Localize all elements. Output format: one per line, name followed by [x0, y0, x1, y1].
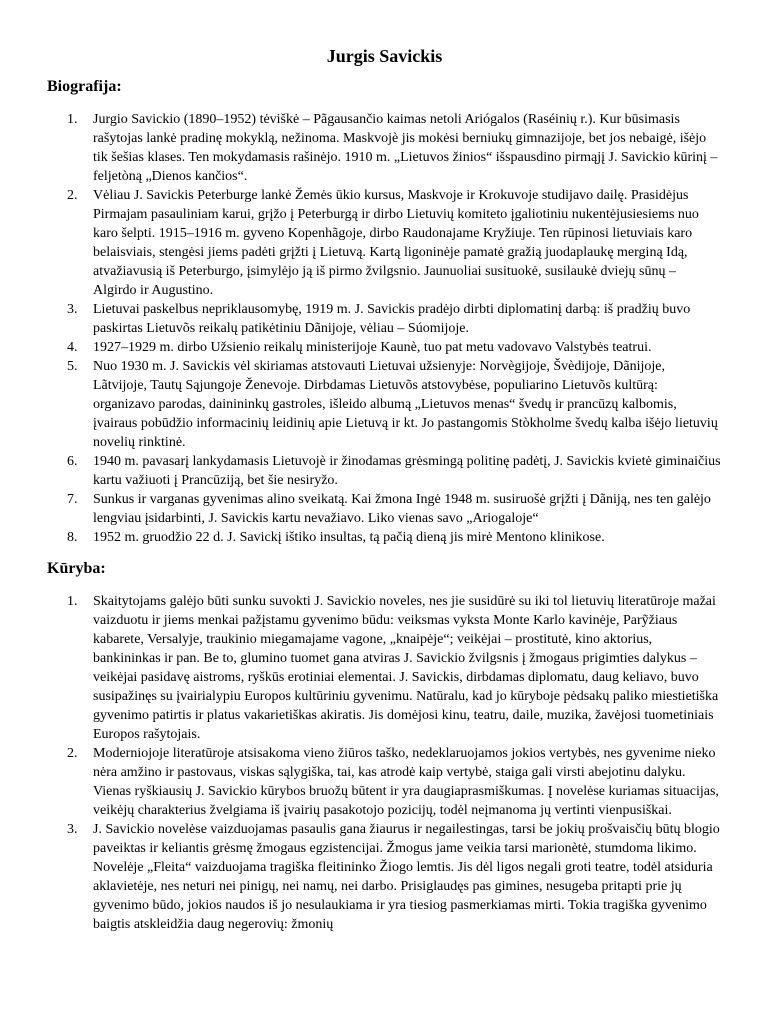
item-text: 1952 m. gruodžio 22 d. J. Savickį ištiko insultas, tą pačią dieną jis mirė Mentono klinikose.	[93, 530, 605, 545]
item-number: 1.	[67, 594, 78, 609]
list-item	[47, 452, 722, 490]
works-list	[47, 592, 722, 934]
item-text: J. Savickio novelėse vaizduojamas pasaulis gana žiaurus ir negailestingas, tarsi be jokių prošvaisčių būtų blogio paveiktas ir keliantis grėsmę žmogaus egzistencijai. Žmogus jame veikia tarsi marionètė, stumdoma likimo. Novelėje „Fleita“ vaizduojama tragiška fleitininko Žiogo lemtis. Jis dėl ligos negali groti teatre, todėl atsiduria aklavietėje, nes neturi nei pinigų, nei namų, nei darbo. Prisiglaudęs pas gimines, nesugeba pritapti prie jų gyvenimo būdo, jokios naudos iš jo nesulaukiama ir yra tiesiog pasmerkiamas mirti. Tokia tragiška gyvenimo baigtis atskleidžia daug negerovių: žmonių	[93, 822, 720, 932]
list-item	[47, 300, 722, 338]
list-item	[47, 744, 722, 820]
item-number: 7.	[67, 492, 78, 507]
item-text: Nuo 1930 m. J. Savickis vėl skiriamas atstovauti Lietuvai užsienyje: Norvègijoje, Švèdijoje, Dãnijoje, Lãtvijoje, Tautų Sąjungoje Ženevoje. Dirbdamas Lietuvõs atstovybėse, populiarino Lietuvõs kultūrą: organizavo parodas, dainininkų gastroles, išleido albumą „Lietuvos menas“ švedų ir prancūzų kalbomis, įvairaus pobūdžio informacinių leidinių apie Lietuvą ir kt. Jo pastangomis Stòkholme švedų kalba išėjo lietuvių novelių rinktinė.	[93, 359, 718, 450]
document-title: Jurgis Savickis	[326, 46, 443, 66]
item-text: Lietuvai paskelbus nepriklausomybę, 1919 m. J. Savickis pradėjo dirbti diplomatinį darbą: iš pradžių buvo paskirtas Lietuvõs reikalų patikėtiniu Dãnijoje, vėliau – Súomijoje.	[93, 302, 691, 336]
item-number: 2.	[67, 188, 78, 203]
list-item	[47, 820, 722, 934]
biography-list	[47, 110, 722, 547]
list-item	[47, 338, 722, 357]
item-number: 3.	[67, 822, 78, 837]
item-number: 2.	[67, 746, 78, 761]
item-number: 3.	[67, 302, 78, 317]
item-text: Jurgio Savickio (1890–1952) tėviškė – Pãgausančio kaimas netoli Ariógalos (Raséinių r.). Kur būsimasis rašytojas lankė pradinę mokyklą, nežinoma. Maskvojè jis mokėsi berniukų gimnazijoje, bet jos nebaigė, išėjo tik šešias klases. Ten mokydamasis rašinėjo. 1910 m. „Lietuvos žinios“ išspausdino pirmąjį J. Savickio kūrinį – feljetòną „Dienos kančios“.	[93, 112, 718, 184]
item-text: Vėliau J. Savickis Peterburge lankė Žemės ūkio kursus, Maskvoje ir Krokuvoje studijavo dailę. Prasidėjus Pirmajam pasauliniam karui, grįžo į Peterburgą ir dirbo Lietuvių komiteto įgaliotiniu nukentėjusiesiems nuo karo šelpti. 1915–1916 m. gyveno Kopenhãgoje, dirbo Raudonajame Kryžiuje. Ten rūpinosi lietuviais karo belaisviais, stengėsi jiems padėti grįžti į Lietuvą. Kartą ligoninėje pamatė gražią juodaplaukę merginą Idą, atvažiavusią iš Peterburgo, įsimylėjo ją iš pirmo žvilgsnio. Jaunuoliai susituokė, susilaukė dviejų sūnų – Algirdo ir Augustino.	[93, 188, 699, 298]
list-item	[47, 592, 722, 744]
item-number: 1.	[67, 112, 78, 127]
item-number: 8.	[67, 530, 78, 545]
list-item	[47, 528, 722, 547]
item-text: Moderniojoje literatūroje atsisakoma vieno žiūros taško, nedeklaruojamos jokios vertybės, nes gyvenime nieko nėra amžino ir pastovaus, viskas sąlygiška, tai, kas atrodė kaip vertybė, staiga gali virsti abejotinu dalyku. Vienas ryškiausių J. Savickio kūrybos bruožų būtent ir yra daugiaprasmiškumas. Į novelėse kuriamas situacijas, veikėjų charakterius žvelgiama iš įvairių pasakotojo pozicijų, todėl neįmanoma jų vertinti vienpusiškai.	[93, 746, 719, 818]
list-item	[47, 186, 722, 300]
item-number: 4.	[67, 340, 78, 355]
works-heading: Kūryba:	[47, 560, 106, 577]
list-item	[47, 490, 722, 528]
item-number: 5.	[67, 359, 78, 374]
item-text: Skaitytojams galėjo būti sunku suvokti J. Savickio noveles, nes jie susidūrė su iki tol lietuvių literatūroje mažai vaizduotu ir jiems menkai pažįstamu gyvenimo būdu: veiksmas vyksta Monte Karlo kavinėje, Parỹžiaus kabarete, Versalyje, traukinio miegamajame vagone, „knaipėje“; veikėjai – prostitutė, kino aktorius, bankininkas ir pan. Be to, glumino tuomet gana atviras J. Savickio žvilgsnis į žmogaus prigimties dalykus – veikėjai pasidavę aistroms, ryškūs erotiniai elementai. J. Savickis, dirbdamas diplomatu, daug keliavo, buvo susipažinęs su įvairialypiu Europos kultūriniu gyvenimu. Natūralu, kad jo kūryboje pėdsakų paliko miestietiška gyvenimo patirtis ir platus vakarietiškas akiratis. Jis domėjosi kinu, teatru, daile, muzika, žavėjosi tuometiniais Europos rašytojais.	[93, 594, 719, 742]
item-text: Sunkus ir varganas gyvenimas alino sveikatą. Kai žmona Ingė 1948 m. susiruošė grįžti į Dãniją, nes ten galėjo lengviau įsidarbinti, J. Savickis kartu nevažiavo. Liko vienas savo „Ariogaloje“	[93, 492, 711, 526]
list-item	[47, 110, 722, 186]
item-text: 1940 m. pavasarį lankydamasis Lietuvojè ir žinodamas grėsmingą politinę padėtį, J. Savickis kvietė giminaičius kartu važiuoti į Prancūziją, bet šie nesiryžo.	[93, 454, 721, 488]
item-text: 1927–1929 m. dirbo Užsienio reikalų ministerijoje Kaunè, tuo pat metu vadovavo Valstybės teatrui.	[93, 340, 652, 355]
item-number: 6.	[67, 454, 78, 469]
list-item	[47, 357, 722, 452]
biography-heading: Biografija:	[47, 78, 122, 95]
